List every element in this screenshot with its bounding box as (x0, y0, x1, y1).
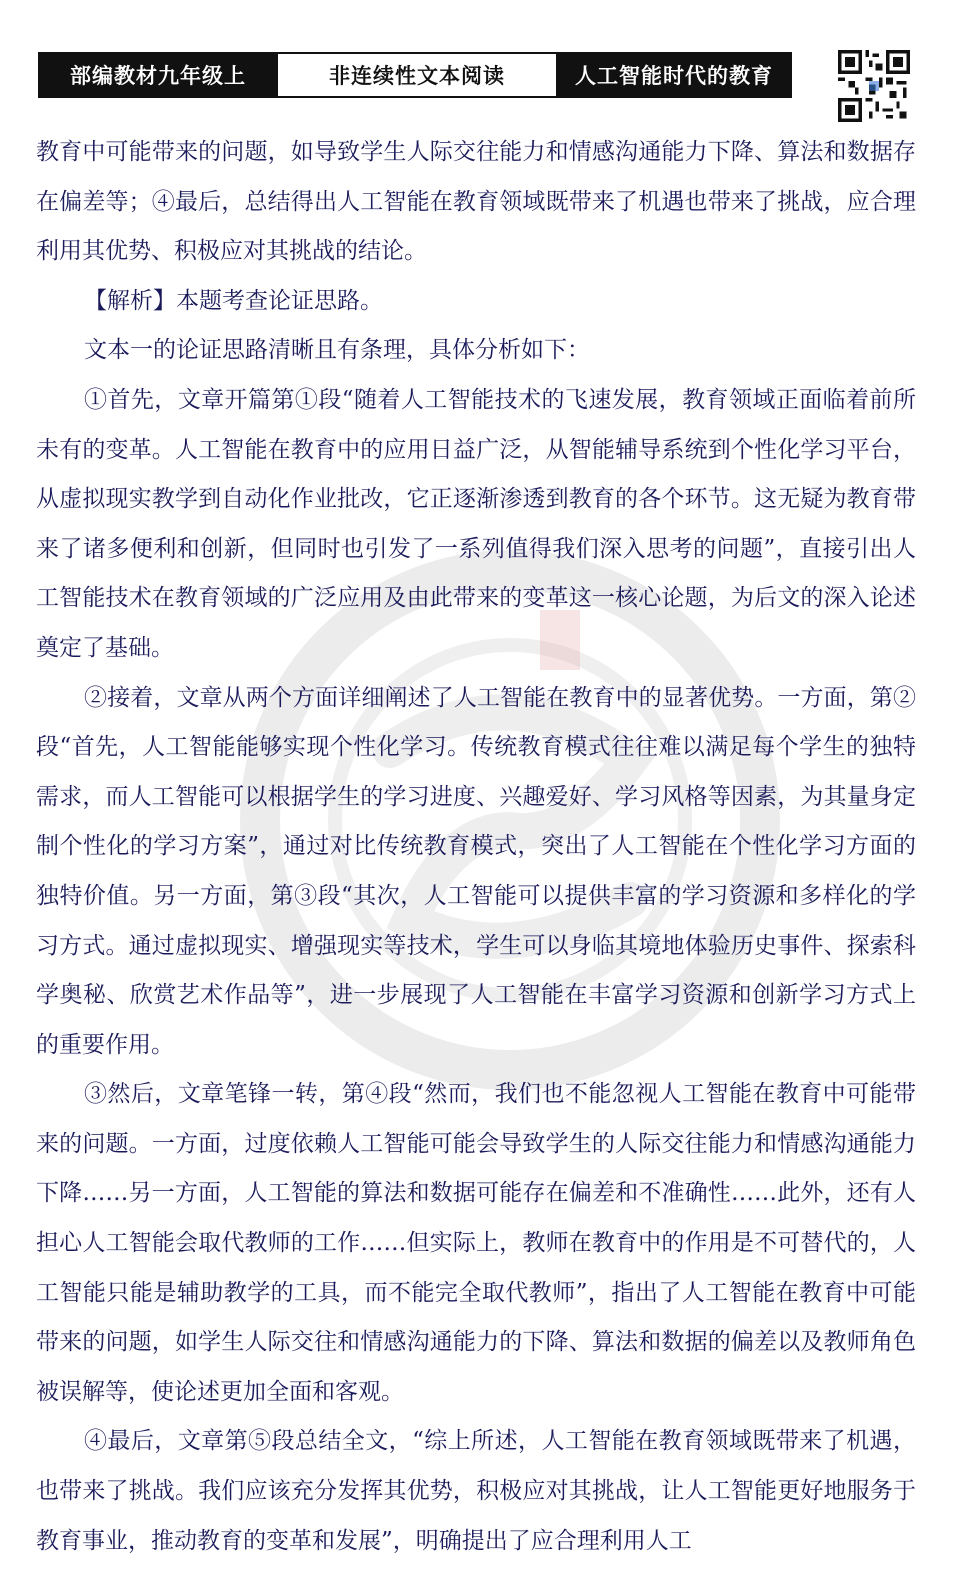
paragraph-point-3: ③然后，文章笔锋一转，第④段“然而，我们也不能忽视人工智能在教育中可能带来的问题。一方面，过度依赖人工智能可能会导致学生的人际交往能力和情感沟通能力下降……另一方面，人工智能的算法和数据可能存在偏差和不准确性……此外，还有人担心人工智能会取代教师的工作……但实际上，教师在教育中的作用是不可替代的，人工智能只能是辅助教学的工具，而不能完全取代教师”，指出了人工智能在教育中可能带来的问题，如学生人际交往和情感沟通能力的下降、算法和数据的偏差以及教师角色被误解等，使论述更加全面和客观。 (36, 1081, 916, 1405)
answer-content (36, 128, 916, 1566)
paragraph-point-4: ④最后，文章第⑤段总结全文，“综上所述，人工智能在教育领域既带来了机遇，也带来了挑战。我们应该充分发挥其优势，积极应对其挑战，让人工智能更好地服务于教育事业，推动教育的变革和发展”，明确提出了应合理利用人工 (36, 1428, 916, 1554)
header-topic-label: 人工智能时代的教育 (558, 54, 790, 96)
header-section-label: 非连续性文本阅读 (276, 54, 558, 96)
paragraph-continuation: 教育中可能带来的问题，如导致学生人际交往能力和情感沟通能力下降、算法和数据存在偏差等；④最后，总结得出人工智能在教育领域既带来了机遇也带来了挑战，应合理利用其优势、积极应对其挑战的结论。 (36, 139, 916, 265)
qr-code-icon (838, 50, 910, 122)
analysis-heading: 【解析】本题考查论证思路。 (84, 287, 383, 314)
paragraph-intro: 文本一的论证思路清晰且有条理，具体分析如下： (84, 337, 590, 364)
paragraph-point-1: ①首先，文章开篇第①段“随着人工智能技术的飞速发展，教育领域正面临着前所未有的变革。人工智能在教育中的应用日益广泛，从智能辅导系统到个性化学习平台，从虚拟现实教学到自动化作业批改，它正逐渐渗透到教育的各个环节。这无疑为教育带来了诸多便利和创新，但同时也引发了一系列值得我们深入思考的问题”，直接引出人工智能技术在教育领域的广泛应用及由此带来的变革这一核心论题，为后文的深入论述奠定了基础。 (36, 386, 916, 661)
header-grade-label: 部编教材九年级上 (40, 54, 276, 96)
header-bar (38, 52, 792, 98)
paragraph-point-2: ②接着，文章从两个方面详细阐述了人工智能在教育中的显著优势。一方面，第②段“首先，人工智能能够实现个性化学习。传统教育模式往往难以满足每个学生的独特需求，而人工智能可以根据学生的学习进度、兴趣爱好、学习风格等因素，为其量身定制个性化的学习方案”，通过对比传统教育模式，突出了人工智能在个性化学习方面的独特价值。另一方面，第③段“其次，人工智能可以提供丰富的学习资源和多样化的学习方式。通过虚拟现实、增强现实等技术，学生可以身临其境地体验历史事件、探索科学奥秘、欣赏艺术作品等”，进一步展现了人工智能在丰富学习资源和创新学习方式上的重要作用。 (36, 684, 916, 1058)
